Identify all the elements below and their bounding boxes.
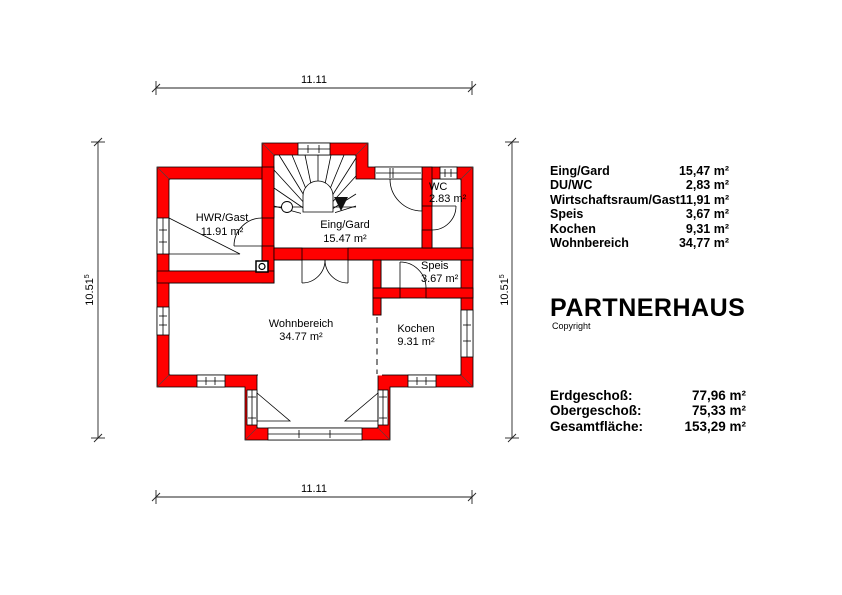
totals-row	[550, 403, 746, 418]
legend-row	[550, 178, 729, 192]
window-south-west	[197, 375, 225, 387]
stair-newel-circle	[282, 202, 293, 213]
stair-well	[303, 181, 333, 212]
bay-door-jamb-left	[247, 390, 257, 425]
legend-value: 9,31 m²	[685, 221, 729, 236]
legend-label: DU/WC	[550, 178, 593, 193]
legend-row	[550, 222, 729, 236]
window-west-wohnbereich	[157, 307, 169, 335]
label-wohn-area: 34.77 m²	[279, 331, 323, 343]
area-legend	[550, 164, 729, 250]
dim-right-label: 10.51$^5$	[499, 274, 511, 306]
totals-value: 75,33 m²	[691, 403, 746, 419]
brand-block	[550, 295, 745, 331]
totals-block	[550, 388, 746, 434]
brand-title: PARTNERHAUS	[550, 294, 746, 322]
window-kochen-south	[408, 375, 436, 387]
label-hwr-area: 11.91 m²	[200, 226, 244, 238]
totals-value: 153,29 m²	[684, 418, 746, 434]
dimension-top	[152, 74, 476, 95]
label-speis-area: 3.67 m²	[421, 273, 459, 285]
legend-value: 15,47 m²	[678, 164, 729, 178]
brand-copyright: Copyright	[552, 321, 591, 331]
legend-value: 11,91 m²	[679, 192, 730, 207]
legend-row	[550, 207, 729, 221]
window-stair-bay	[298, 143, 330, 155]
legend-value: 34,77 m²	[678, 236, 729, 251]
label-kochen-name: Kochen	[397, 323, 435, 335]
dim-left-label: 10.51$^5$	[84, 274, 96, 306]
label-hwr-name: HWR/Gast	[195, 212, 249, 224]
label-eing-name: Eing/Gard	[320, 219, 370, 231]
legend-label: Wirtschaftsraum/Gast	[550, 192, 680, 207]
dim-top-label: 11.11	[301, 74, 327, 86]
legend-row	[550, 193, 729, 207]
totals-label: Gesamtfläche:	[550, 418, 644, 434]
label-speis-name: Speis	[421, 260, 449, 272]
label-eing-area: 15.47 m²	[323, 233, 367, 245]
dimension-right	[499, 138, 519, 442]
legend-value: 2,83 m²	[685, 178, 729, 193]
label-wc-name: WC	[429, 181, 448, 193]
dim-bottom-label: 11.11	[301, 483, 327, 495]
label-wohn-name: Wohnbereich	[268, 318, 334, 330]
label-kochen-area: 9.31 m²	[397, 336, 435, 348]
legend-label: Kochen	[550, 221, 596, 236]
legend-row	[550, 164, 729, 178]
legend-label: Eing/Gard	[550, 164, 610, 178]
label-wc-area: 2.83 m²	[429, 193, 467, 205]
totals-label: Obergeschoß:	[550, 403, 642, 419]
fixture-symbol	[256, 261, 268, 272]
dimension-bottom	[152, 483, 476, 504]
totals-label: Erdgeschoß:	[550, 388, 633, 403]
window-wc	[440, 167, 457, 179]
totals-row	[550, 419, 746, 434]
window-kochen-east	[461, 310, 473, 357]
dimension-left	[84, 138, 105, 442]
legend-row	[550, 236, 729, 250]
totals-row	[550, 388, 746, 403]
bay-door-jamb-right	[378, 390, 388, 425]
window-bay-terrace	[268, 428, 362, 440]
bay-floor	[257, 375, 378, 428]
legend-label: Speis	[550, 207, 584, 222]
legend-value: 3,67 m²	[685, 207, 729, 222]
legend-label: Wohnbereich	[550, 236, 629, 251]
totals-value: 77,96 m²	[691, 388, 746, 403]
